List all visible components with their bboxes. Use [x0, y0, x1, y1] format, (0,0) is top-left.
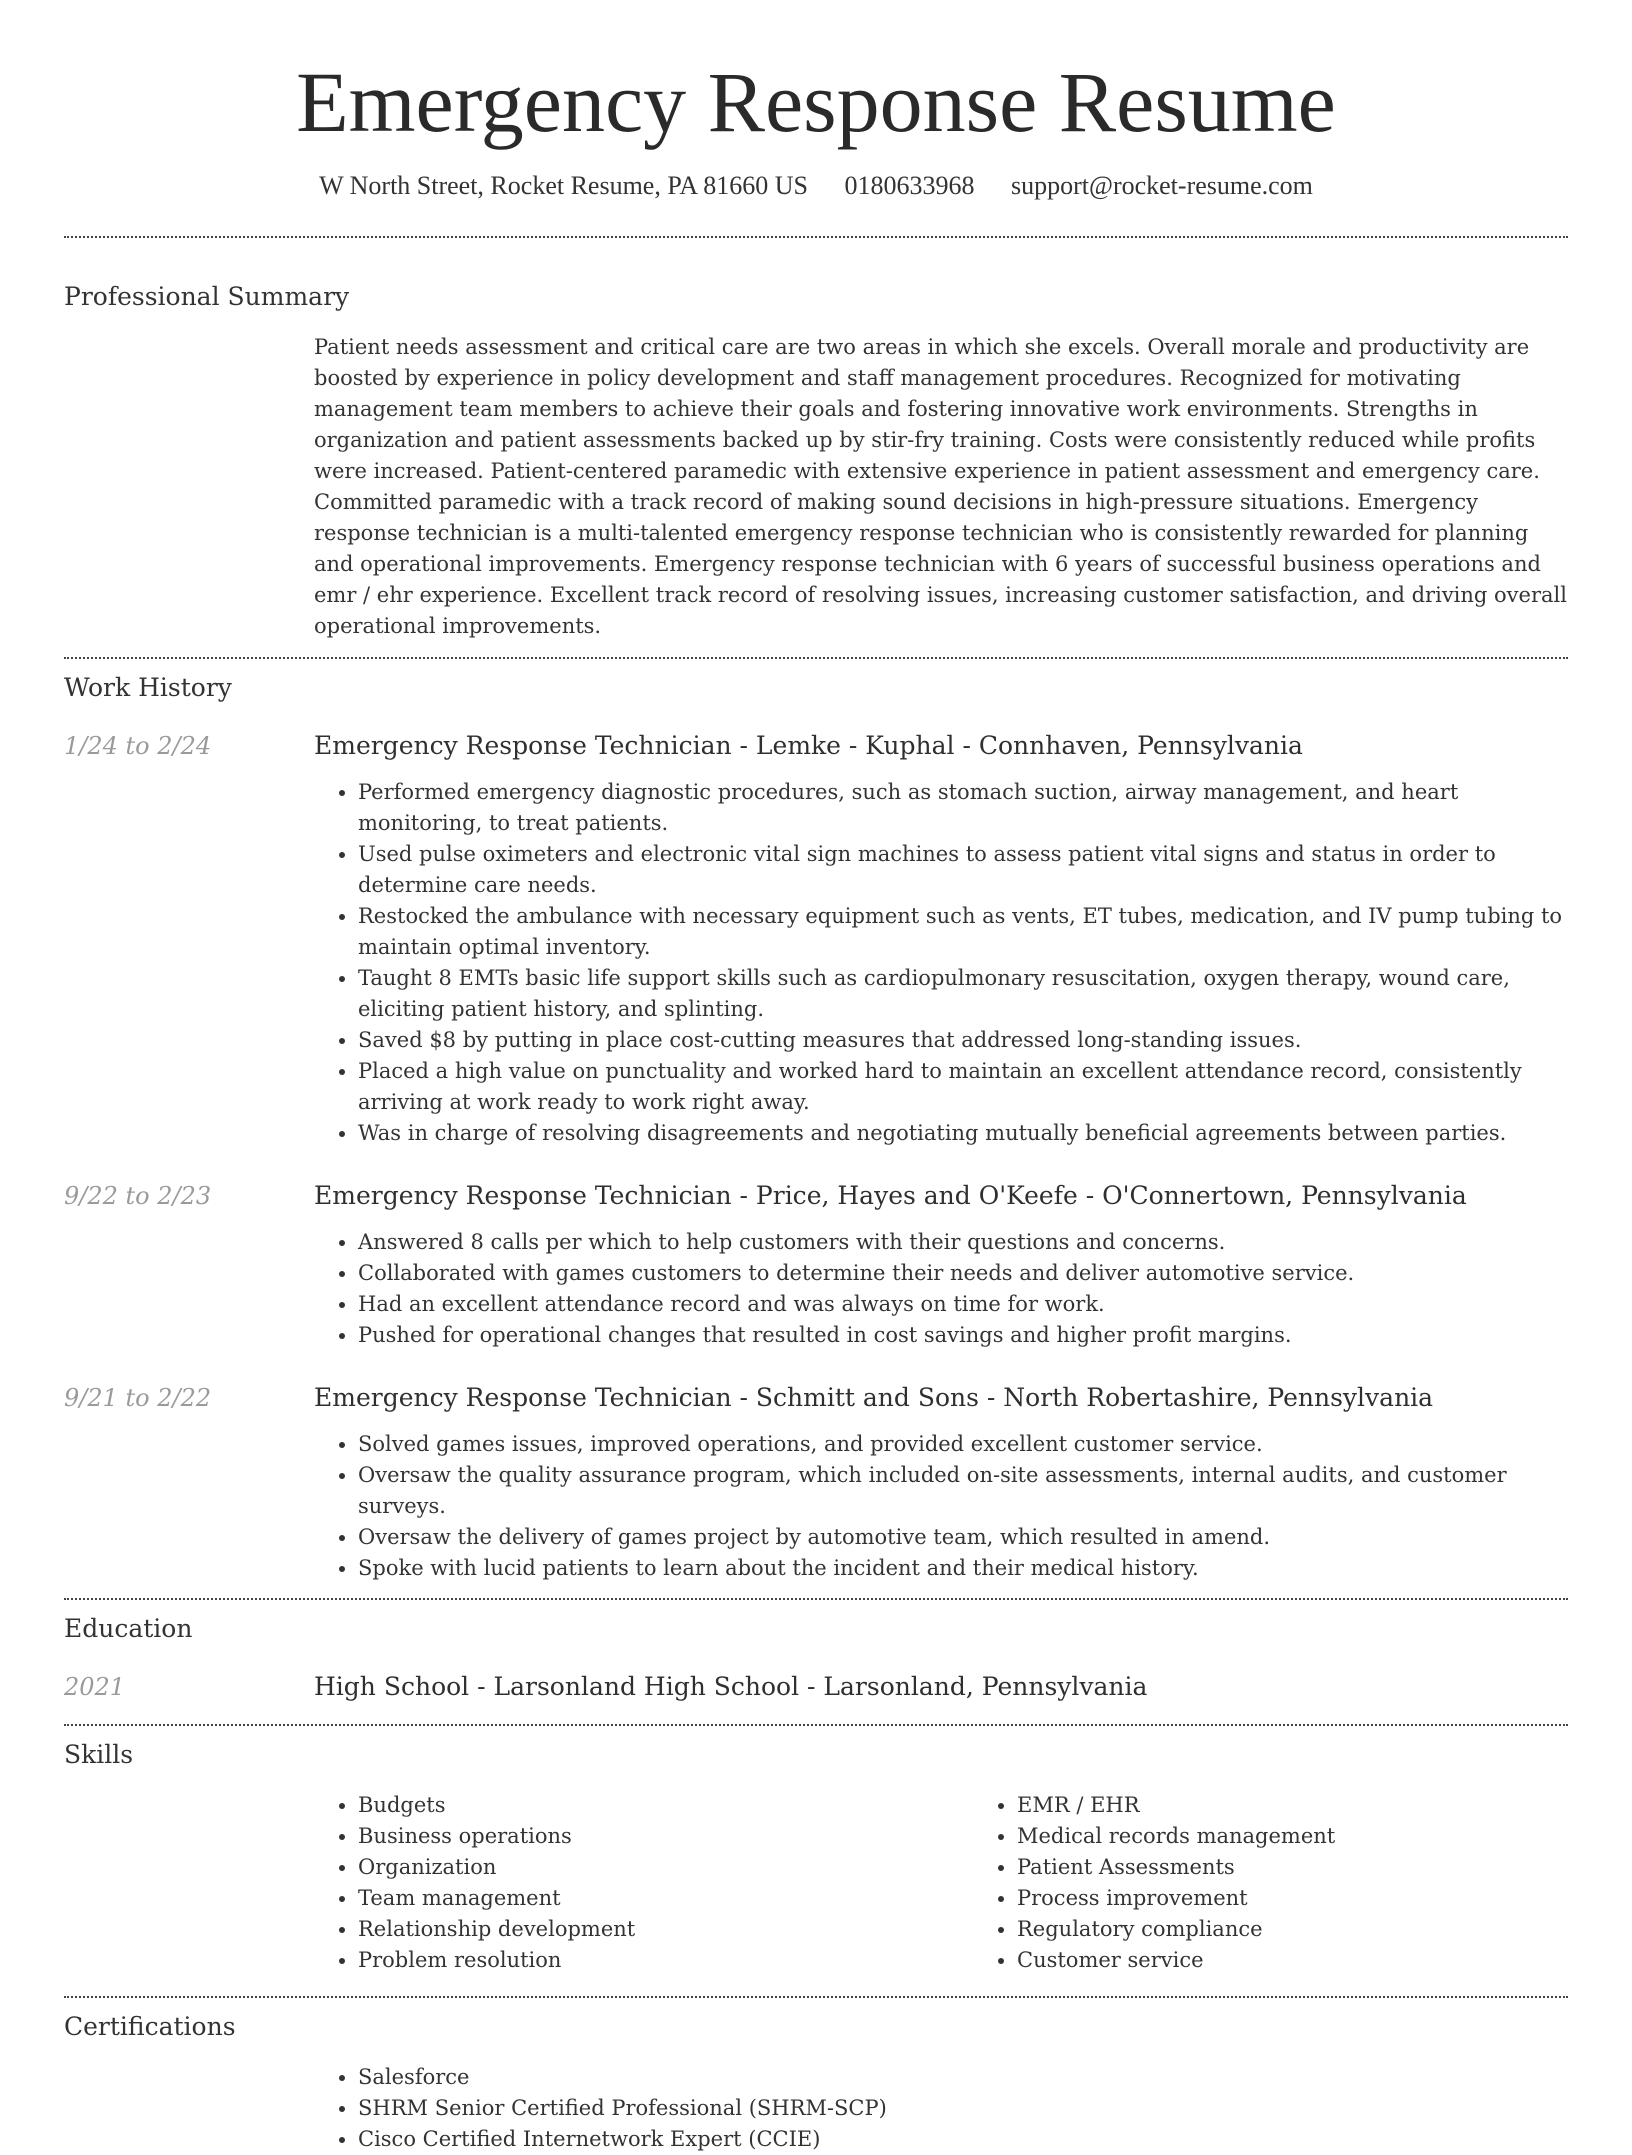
work-history-section	[64, 671, 1568, 1584]
education-section	[64, 1612, 1568, 1704]
list-item: • Answered 8 calls per which to help customers with their questions and concerns.	[358, 1227, 1568, 1258]
divider	[64, 1724, 1568, 1726]
divider	[64, 1598, 1568, 1600]
divider	[64, 657, 1568, 659]
list-item: • Solved games issues, improved operations, and provided excellent customer service.	[358, 1429, 1568, 1460]
job-title: Emergency Response Technician - Schmitt and Sons - North Robertashire, Pennsylvania	[314, 1383, 1434, 1412]
job-dates: 9/22 to 2/23	[64, 1182, 212, 1210]
job-dates: 1/24 to 2/24	[64, 732, 212, 760]
list-item: • Had an excellent attendance record and was always on time for work.	[358, 1289, 1568, 1320]
skill-item: • Relationship development	[358, 1914, 973, 1945]
phone: 0180633968	[844, 171, 975, 200]
skill-item: • EMR / EHR	[1017, 1790, 1632, 1821]
section-title-work: Work History	[64, 673, 232, 702]
section-title-certifications: Certifications	[64, 2012, 236, 2041]
certification-item: • SHRM Senior Certified Professional (SHRM-SCP)	[358, 2093, 1568, 2124]
skills-section	[64, 1738, 1568, 1976]
certification-item: • Salesforce	[358, 2062, 1568, 2093]
email: support@rocket-resume.com	[1011, 171, 1313, 200]
skill-item: • Medical records management	[1017, 1821, 1632, 1852]
list-item: • Placed a high value on punctuality and worked hard to maintain an excellent attendance record, consistently arriving at work ready to work right away.	[358, 1056, 1568, 1118]
skill-item: • Customer service	[1017, 1945, 1632, 1976]
list-item: • Used pulse oximeters and electronic vital sign machines to assess patient vital signs and status in order to determine care needs.	[358, 839, 1568, 901]
job-entry	[64, 1381, 1568, 1584]
job-title: Emergency Response Technician - Price, Hayes and O'Keefe - O'Connertown, Pennsylvania	[314, 1181, 1467, 1210]
summary-text: Patient needs assessment and critical care are two areas in which she excels. Overall morale and productivity are boosted by experience in policy development and staff management procedures. Recognized for motivating management team members to achieve their goals and fostering innovative work environments. Strengths in organization and patient assessments backed up by stir-fry training. Costs were consistently reduced while profits were increased. Patient-centered paramedic with extensive experience in patient assessment and emergency care. Committed paramedic with a track record of making sound decisions in high-pressure situations. Emergency response technician is a multi-talented emergency response technician who is consistently rewarded for planning and operational improvements. Emergency response technician with 6 years of successful business operations and emr / ehr experience. Excellent track record of resolving issues, increasing customer satisfaction, and driving overall operational improvements.	[314, 335, 1567, 638]
section-title-education: Education	[64, 1614, 193, 1643]
skill-item: • Regulatory compliance	[1017, 1914, 1632, 1945]
job-entry	[64, 729, 1568, 1149]
education-entry: High School - Larsonland High School - Larsonland, Pennsylvania	[314, 1672, 1148, 1701]
skill-item: • Problem resolution	[358, 1945, 973, 1976]
education-year: 2021	[64, 1673, 126, 1701]
job-dates: 9/21 to 2/22	[64, 1384, 212, 1412]
skill-item: • Organization	[358, 1852, 973, 1883]
certification-item: • Cisco Certified Internetwork Expert (CCIE)	[358, 2124, 1568, 2155]
list-item: • Oversaw the delivery of games project by automotive team, which resulted in amend.	[358, 1522, 1568, 1553]
list-item: • Spoke with lucid patients to learn about the incident and their medical history.	[358, 1553, 1568, 1584]
list-item: • Taught 8 EMTs basic life support skills such as cardiopulmonary resuscitation, oxygen therapy, wound care, eliciting patient history, and splinting.	[358, 963, 1568, 1025]
skill-item: • Budgets	[358, 1790, 973, 1821]
skill-item: • Business operations	[358, 1821, 973, 1852]
job-bullets	[314, 1227, 1568, 1351]
list-item: • Was in charge of resolving disagreements and negotiating mutually beneficial agreements between parties.	[358, 1118, 1568, 1149]
skill-item: • Patient Assessments	[1017, 1852, 1632, 1883]
list-item: • Oversaw the quality assurance program, which included on-site assessments, internal audits, and customer surveys.	[358, 1460, 1568, 1522]
list-item: • Collaborated with games customers to determine their needs and deliver automotive service.	[358, 1258, 1568, 1289]
contact-line	[64, 170, 1568, 202]
section-title-summary: Professional Summary	[64, 282, 350, 311]
certifications-section	[64, 2010, 1568, 2155]
job-entry	[64, 1179, 1568, 1351]
job-title: Emergency Response Technician - Lemke - Kuphal - Connhaven, Pennsylvania	[314, 731, 1303, 760]
list-item: • Saved $8 by putting in place cost-cutting measures that addressed long-standing issues.	[358, 1025, 1568, 1056]
job-bullets	[314, 777, 1568, 1149]
resume-title: Emergency Response Resume	[296, 54, 1336, 150]
address: W North Street, Rocket Resume, PA 81660 US	[319, 171, 808, 200]
skill-item: • Process improvement	[1017, 1883, 1632, 1914]
certifications-list	[314, 2062, 1568, 2155]
section-title-skills: Skills	[64, 1740, 134, 1769]
list-item: • Restocked the ambulance with necessary equipment such as vents, ET tubes, medication, and IV pump tubing to maintain optimal inventory.	[358, 901, 1568, 963]
divider	[64, 236, 1568, 238]
list-item: • Performed emergency diagnostic procedures, such as stomach suction, airway management, and heart monitoring, to treat patients.	[358, 777, 1568, 839]
skills-column-1	[314, 1790, 973, 1976]
skill-item: • Team management	[358, 1883, 973, 1914]
job-bullets	[314, 1429, 1568, 1584]
skills-column-2	[973, 1790, 1632, 1976]
divider	[64, 1996, 1568, 1998]
list-item: • Pushed for operational changes that resulted in cost savings and higher profit margins.	[358, 1320, 1568, 1351]
summary-section	[64, 280, 1568, 642]
